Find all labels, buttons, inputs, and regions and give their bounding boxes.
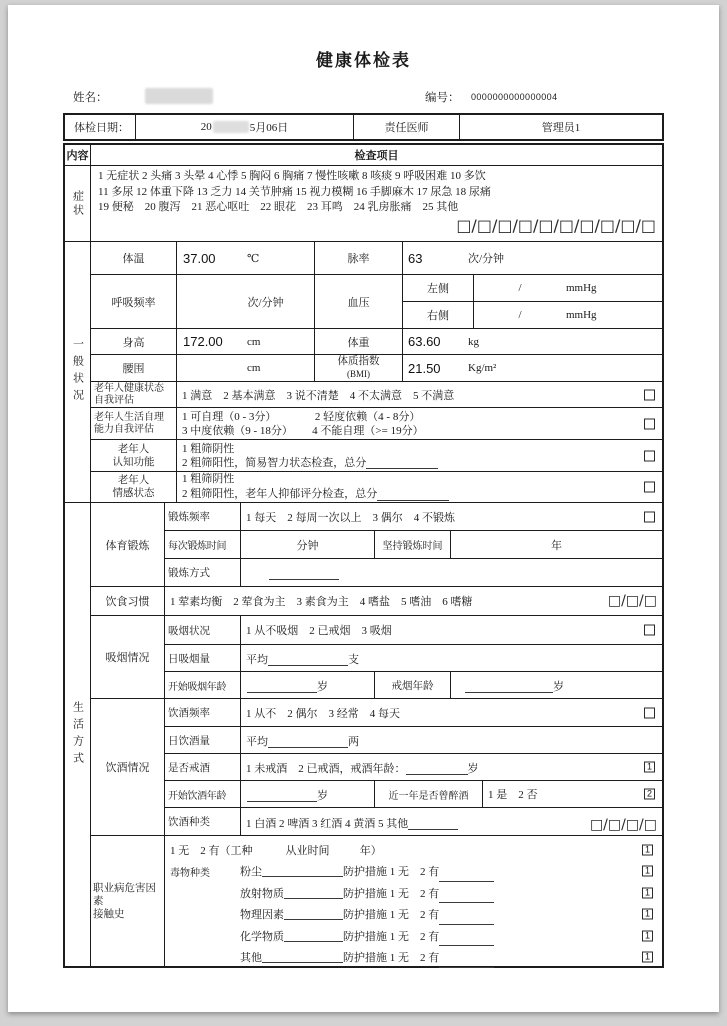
row-exercise-time	[165, 530, 662, 558]
row-smoking-ages	[165, 671, 662, 698]
toxin-name: 粉尘	[240, 866, 262, 879]
row-waist-bmi	[91, 354, 662, 381]
smoking-status-options: 1 从不吸烟 2 已戒烟 3 吸烟	[246, 625, 392, 637]
selfcare-options-line-1: 1 可自理（0 - 3分） 2 轻度依赖（4 - 8分）	[182, 410, 421, 423]
health-self-options: 1 满意 2 基本满意 3 说不清楚 4 不太满意 5 不满意	[182, 389, 455, 402]
row-smoking-daily	[165, 644, 662, 671]
drinking-quit-label: 是否戒酒	[168, 762, 210, 774]
temperature-value: 37.00	[183, 250, 216, 266]
protection-blank	[439, 933, 494, 946]
drinking-frequency-options: 1 从不 2 偶尔 3 经常 4 每天	[246, 707, 400, 720]
temperature-unit: ℃	[247, 252, 260, 265]
toxin-name: 其他	[240, 952, 262, 965]
smoking-start-label: 开始吸烟年龄	[168, 681, 227, 693]
cognition-option-2: 2 粗筛阳性，简易智力状态检查，总分	[182, 456, 367, 469]
row-drinking-quit	[165, 753, 662, 780]
meta-row	[63, 86, 664, 108]
selfcare-label-1: 老年人生活自理	[94, 411, 164, 423]
protection-blank	[439, 890, 494, 903]
weight-unit: kg	[468, 335, 479, 348]
smoking-status-checkbox	[644, 625, 655, 636]
occupational-header-text: 1 无 2 有（工种 从业时间 年）	[170, 844, 382, 857]
bp-left-unit: mmHg	[566, 282, 597, 294]
exam-date-prefix: 20	[200, 121, 212, 133]
height-value: 172.00	[183, 334, 223, 349]
symptoms-section-label: 症状	[71, 189, 84, 218]
toxin-blank	[262, 950, 343, 963]
symptoms-code-boxes: □/□/□/□/□/□/□/□/□/□	[456, 215, 656, 235]
exercise-method-blank	[269, 567, 339, 580]
occupational-toxin-line	[165, 904, 662, 926]
exercise-frequency-checkbox	[644, 511, 655, 522]
bmi-value: 21.50	[408, 360, 441, 376]
row-respiration-bp	[91, 274, 662, 328]
respiration-unit: 次/分钟	[247, 296, 284, 309]
occupational-header-code-box: 1	[642, 844, 653, 855]
drinking-daily-unit: 两	[348, 736, 359, 748]
redacted-date-fragment	[213, 121, 249, 133]
smoking-start-unit: 岁	[317, 681, 328, 693]
temperature-label: 体温	[122, 253, 145, 265]
row-drinking-type	[165, 807, 662, 835]
health-self-label-2: 自我评估	[94, 394, 134, 406]
cognition-label-1: 老年人	[117, 443, 150, 455]
drinking-label: 饮酒情况	[105, 762, 150, 774]
diet-code-boxes: □/□/□	[607, 593, 657, 609]
symptoms-line-2: 11 多尿 12 体重下降 13 乏力 14 关节肿痛 15 视力模糊 16 手脚麻木 17 尿急 18 尿痛	[98, 185, 491, 198]
smoking-daily-blank	[268, 653, 348, 666]
bp-left-label: 左侧	[427, 283, 449, 295]
drinking-daily-label: 日饮酒量	[168, 735, 210, 747]
bp-label: 血压	[314, 275, 402, 328]
exercise-persist-label: 坚持锻炼时间	[374, 531, 450, 558]
drinking-type-code-boxes: □/□/□/□	[589, 817, 657, 833]
toxin-code-box: 1	[642, 930, 653, 941]
physician-label: 责任医师	[353, 115, 459, 139]
selfcare-options-line-2: 3 中度依赖（9 - 18分） 4 不能自理（>= 19分）	[182, 424, 424, 437]
bmi-label-2: (BMI)	[347, 369, 370, 379]
row-exercise-method	[165, 558, 662, 586]
pulse-label: 脉率	[314, 242, 402, 274]
lifestyle-section-label: 生活方式	[71, 700, 84, 769]
drinking-type-other-blank	[408, 817, 458, 830]
toxin-code-box: 1	[642, 909, 653, 920]
row-exercise-frequency	[165, 503, 662, 530]
drinking-quit-code-box: 1	[644, 762, 655, 773]
occupational-toxin-line	[165, 947, 662, 969]
bp-left-value: /	[518, 282, 522, 294]
exercise-time-unit: 分钟	[240, 531, 374, 558]
toxin-code-box: 1	[642, 952, 653, 963]
drinking-quit-age-blank	[406, 762, 468, 775]
physician-value: 管理员1	[459, 115, 662, 139]
drinking-start-unit: 岁	[317, 790, 328, 802]
smoking-daily-label: 日吸烟量	[168, 653, 210, 665]
toxin-blank	[284, 886, 343, 899]
form-page	[8, 5, 719, 1012]
drinking-daily-blank	[268, 735, 348, 748]
pulse-value: 63	[408, 250, 423, 266]
occupational-toxin-line	[165, 882, 662, 904]
drinking-frequency-label: 饮酒频率	[168, 708, 210, 719]
row-temperature-pulse	[91, 242, 662, 274]
emotion-option-1: 1 粗筛阴性	[182, 473, 235, 485]
row-elderly-emotion	[91, 471, 662, 502]
diet-label: 饮食习惯	[105, 596, 150, 608]
health-self-checkbox	[644, 389, 655, 400]
toxin-type-label: 毒物种类	[170, 867, 210, 879]
general-section-label: 一般状况	[71, 338, 84, 406]
number-value: 0000000000000004	[471, 92, 558, 102]
emotion-option-2: 2 粗筛阳性，老年人抑郁评分检查，总分	[182, 488, 378, 500]
cognition-option-1: 1 粗筛阴性	[182, 442, 235, 455]
drinking-start-label: 开始饮酒年龄	[168, 790, 227, 802]
bmi-unit: Kg/m²	[468, 362, 497, 374]
exam-date-value	[135, 115, 353, 139]
exam-info-table	[63, 113, 664, 141]
occupational-label-1: 职业病危害因素	[93, 882, 156, 907]
toxin-blank	[284, 907, 343, 920]
toxin-name: 化学物质	[240, 930, 284, 943]
bp-right-unit: mmHg	[566, 309, 597, 321]
section-general-status	[65, 241, 662, 502]
selfcare-checkbox	[644, 418, 655, 429]
weight-value: 63.60	[408, 334, 441, 349]
smoking-daily-prefix: 平均	[246, 654, 268, 666]
symptoms-content	[90, 166, 662, 241]
protection-blank	[439, 912, 494, 925]
cognition-label-2: 认知功能	[112, 456, 155, 468]
group-drinking	[91, 698, 662, 835]
height-label: 身高	[122, 336, 145, 349]
health-self-label-1: 老年人健康状态	[94, 382, 164, 394]
exercise-persist-unit: 年	[450, 531, 662, 558]
exam-date-label: 体检日期：	[74, 122, 129, 134]
drinking-daily-prefix: 平均	[246, 736, 268, 748]
drinking-frequency-checkbox	[644, 707, 655, 718]
exercise-time-label: 每次锻炼时间	[168, 541, 227, 552]
section-lifestyle	[65, 502, 662, 966]
occupational-label-2: 接触史	[93, 908, 125, 920]
group-occupational	[91, 835, 662, 966]
smoking-daily-unit: 支	[348, 654, 359, 666]
emotion-score-blank	[377, 488, 449, 501]
exercise-method-label: 锻炼方式	[168, 568, 210, 579]
exercise-frequency-label: 锻炼频率	[168, 512, 210, 523]
occupational-toxin-line	[165, 861, 662, 883]
row-diet-options	[165, 587, 662, 615]
drunk-last-year-options: 1 是 2 否	[488, 789, 538, 801]
cognition-checkbox	[644, 450, 655, 461]
symptoms-line-1: 1 无症状 2 头痛 3 头晕 4 心悸 5 胸闷 6 胸痛 7 慢性咳嗽 8 咳痰 9 呼吸困难 10 多饮	[98, 170, 486, 182]
row-smoking-status	[165, 616, 662, 644]
row-elderly-health-self	[91, 381, 662, 407]
smoking-quit-label: 戒烟年龄	[374, 672, 450, 698]
selfcare-label-2: 能力自我评估	[94, 423, 154, 435]
exercise-frequency-options: 1 每天 2 每周一次以上 3 偶尔 4 不锻炼	[246, 511, 455, 524]
name-label: 姓名：	[73, 92, 108, 104]
group-smoking	[91, 615, 662, 698]
smoking-status-label: 吸烟状况	[168, 625, 210, 637]
height-unit: cm	[247, 335, 261, 348]
exercise-label: 体育锻炼	[105, 539, 150, 552]
page-title: 健康体检表	[316, 51, 411, 70]
drinking-type-options: 1 白酒 2 啤酒 3 红酒 4 黄酒 5 其他	[246, 818, 409, 830]
toxin-blank	[262, 864, 343, 877]
occupational-toxin-line	[165, 925, 662, 947]
row-drinking-start	[165, 780, 662, 807]
emotion-checkbox	[644, 482, 655, 493]
number-label: 编号：	[425, 92, 460, 104]
emotion-label-2: 情感状态	[112, 488, 155, 499]
cognition-score-blank	[366, 456, 438, 469]
protection-label: 防护措施 1 无 2 有	[343, 952, 440, 965]
row-elderly-cognition	[91, 439, 662, 471]
waist-label: 腰围	[122, 363, 145, 375]
smoking-quit-blank	[465, 680, 553, 693]
exam-date-suffix: 5月06日	[249, 122, 289, 134]
bp-right-label: 右侧	[427, 310, 449, 322]
protection-label: 防护措施 1 无 2 有	[343, 887, 440, 900]
pulse-unit: 次/分钟	[468, 253, 505, 265]
smoking-label: 吸烟情况	[105, 652, 150, 664]
drinking-type-label: 饮酒种类	[168, 817, 210, 828]
items-column-header: 检查项目	[90, 145, 662, 165]
row-elderly-selfcare	[91, 407, 662, 439]
exam-form-table	[63, 143, 664, 968]
diet-options: 1 荤素均衡 2 荤食为主 3 素食为主 4 嗜盐 5 嗜油 6 嗜糖	[170, 596, 473, 608]
waist-unit: cm	[247, 362, 261, 374]
row-drinking-frequency	[165, 699, 662, 726]
drunk-last-year-code-box: 2	[644, 789, 655, 800]
row-drinking-daily	[165, 726, 662, 753]
toxin-blank	[284, 929, 343, 942]
section-symptoms	[65, 165, 662, 241]
redacted-name	[145, 88, 213, 104]
bp-left-row	[403, 275, 662, 301]
protection-label: 防护措施 1 无 2 有	[343, 930, 440, 943]
drunk-last-year-label: 近一年是否曾醉酒	[374, 781, 482, 807]
protection-blank	[439, 869, 494, 882]
drinking-start-blank	[247, 789, 317, 802]
bp-right-row	[403, 301, 662, 328]
respiration-label: 呼吸频率	[111, 296, 156, 309]
smoking-start-blank	[247, 680, 317, 693]
group-exercise	[91, 503, 662, 586]
smoking-quit-unit: 岁	[553, 681, 564, 693]
drinking-quit-options: 1 未戒酒 2 已戒酒，戒酒年龄：	[246, 763, 406, 775]
drinking-quit-unit: 岁	[467, 763, 479, 775]
protection-blank	[439, 955, 494, 968]
toxin-name: 物理因素	[240, 909, 284, 922]
protection-label: 防护措施 1 无 2 有	[343, 909, 440, 922]
symptoms-line-3: 19 便秘 20 腹泻 21 恶心呕吐 22 眼花 23 耳鸣 24 乳房胀痛 25 其他	[98, 201, 459, 213]
table-header-row	[65, 145, 662, 165]
toxin-name: 放射物质	[240, 887, 284, 900]
group-diet	[91, 586, 662, 615]
content-column-header: 内容	[66, 150, 89, 162]
toxin-code-box: 1	[642, 866, 653, 877]
bmi-label: 体质指数	[337, 356, 380, 367]
toxin-code-box: 1	[642, 887, 653, 898]
emotion-label-1: 老年人	[117, 475, 150, 486]
protection-label: 防护措施 1 无 2 有	[343, 866, 440, 879]
row-height-weight	[91, 328, 662, 354]
occupational-header-line	[165, 839, 662, 861]
weight-label: 体重	[314, 329, 402, 354]
bp-right-value: /	[518, 309, 522, 321]
